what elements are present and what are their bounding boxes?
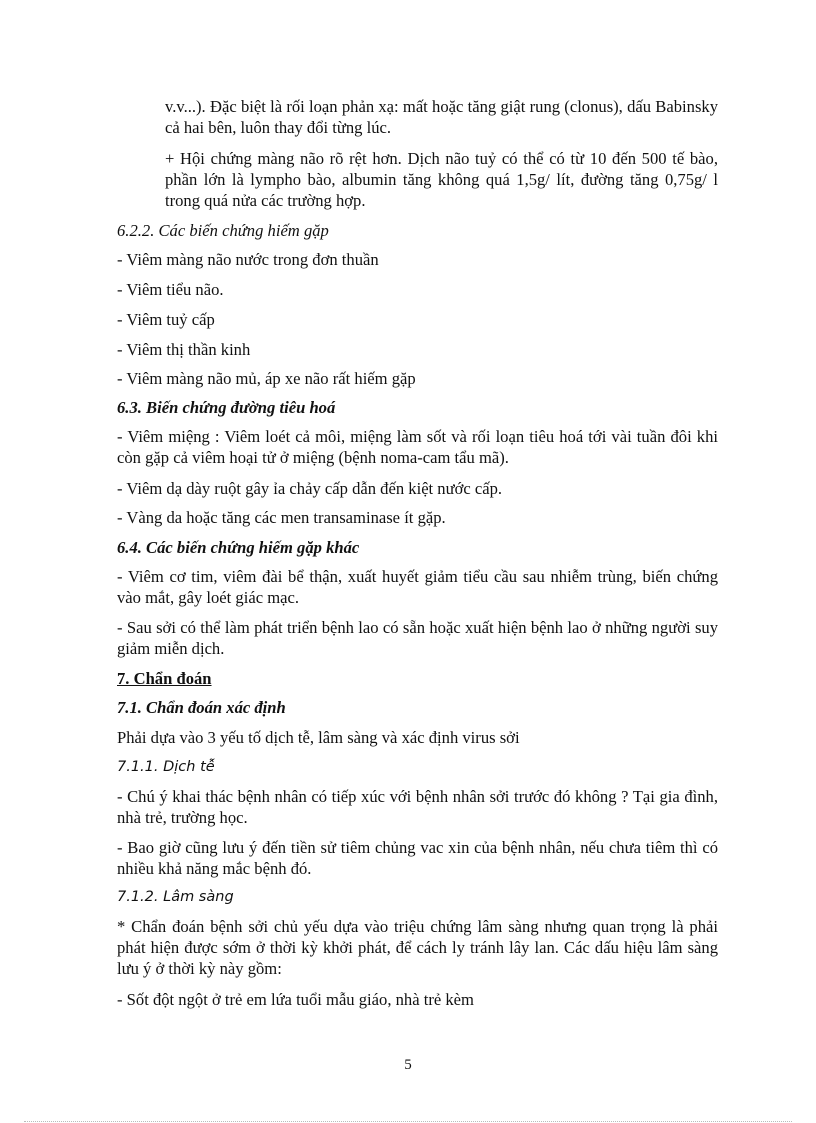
list-item: - Viêm thị thần kinh [117, 340, 251, 359]
list-item: - Sốt đột ngột ở trẻ em lứa tuổi mẫu giáo, nhà trẻ kèm [117, 990, 474, 1009]
list-item: - Viêm màng não mủ, áp xe não rất hiếm gặp [117, 369, 416, 388]
heading-7: 7. Chẩn đoán [117, 669, 212, 688]
heading-7-1-2: 7.1.2. Lâm sàng [117, 889, 234, 905]
heading-7-1: 7.1. Chẩn đoán xác định [117, 698, 286, 717]
heading-7-1-1: 7.1.1. Dịch tễ [117, 759, 215, 775]
list-item: - Viêm tuỷ cấp [117, 310, 215, 329]
heading-6-2-2: 6.2.2. Các biến chứng hiếm gặp [117, 221, 329, 240]
paragraph-meningeal-syndrome: + Hội chứng màng não rõ rệt hơn. Dịch não tuỷ có thể có từ 10 đến 500 tế bào, phần lớn là lympho bào, albumin tăng không quá 1,5g/ lít, đường tăng 0,75g/ l trong quá nửa các trường hợp. [165, 149, 718, 210]
page-bottom-border [24, 1121, 792, 1122]
paragraph-clinical: * Chẩn đoán bệnh sởi chủ yếu dựa vào triệu chứng lâm sàng nhưng quan trọng là phải phát hiện được sớm ở thời kỳ khởi phát, để cách ly tránh lây lan. Các dấu hiệu lâm sàng lưu ý ở thời kỳ này gồm: [117, 917, 718, 978]
list-item: - Viêm tiểu não. [117, 280, 224, 299]
heading-6-4: 6.4. Các biến chứng hiếm gặp khác [117, 538, 360, 557]
heading-6-3: 6.3. Biến chứng đường tiêu hoá [117, 398, 336, 417]
paragraph-intro: Phải dựa vào 3 yếu tố dịch tễ, lâm sàng và xác định virus sởi [117, 728, 520, 747]
list-item: - Chú ý khai thác bệnh nhân có tiếp xúc với bệnh nhân sởi trước đó không ? Tại gia đình, nhà trẻ, trường học. [117, 787, 718, 827]
list-item: - Viêm dạ dày ruột gây ỉa chảy cấp dẫn đến kiệt nước cấp. [117, 479, 503, 498]
list-item: - Viêm miệng : Viêm loét cả môi, miệng làm sốt và rối loạn tiêu hoá tới vài tuần đôi khi còn gặp cả viêm hoại tử ở miệng (bệnh noma-cam tẩu mã). [117, 427, 718, 467]
list-item: - Sau sởi có thể làm phát triển bệnh lao có sẵn hoặc xuất hiện bệnh lao ở những người suy giảm miễn dịch. [117, 618, 718, 658]
list-item: - Viêm cơ tim, viêm đài bể thận, xuất huyết giảm tiểu cầu sau nhiễm trùng, biến chứng vào mắt, gây loét giác mạc. [117, 567, 718, 607]
paragraph-continuation: v.v...). Đặc biệt là rối loạn phản xạ: mất hoặc tăng giật rung (clonus), dấu Babinsky cả hai bên, luôn thay đổi từng lúc. [165, 97, 718, 137]
list-item: - Viêm màng não nước trong đơn thuần [117, 250, 379, 269]
page-number: 5 [404, 1057, 412, 1073]
list-item: - Vàng da hoặc tăng các men transaminase ít gặp. [117, 508, 446, 527]
list-item: - Bao giờ cũng lưu ý đến tiền sử tiêm chủng vac xin của bệnh nhân, nếu chưa tiêm thì có nhiều khả năng mắc bệnh đó. [117, 838, 718, 878]
